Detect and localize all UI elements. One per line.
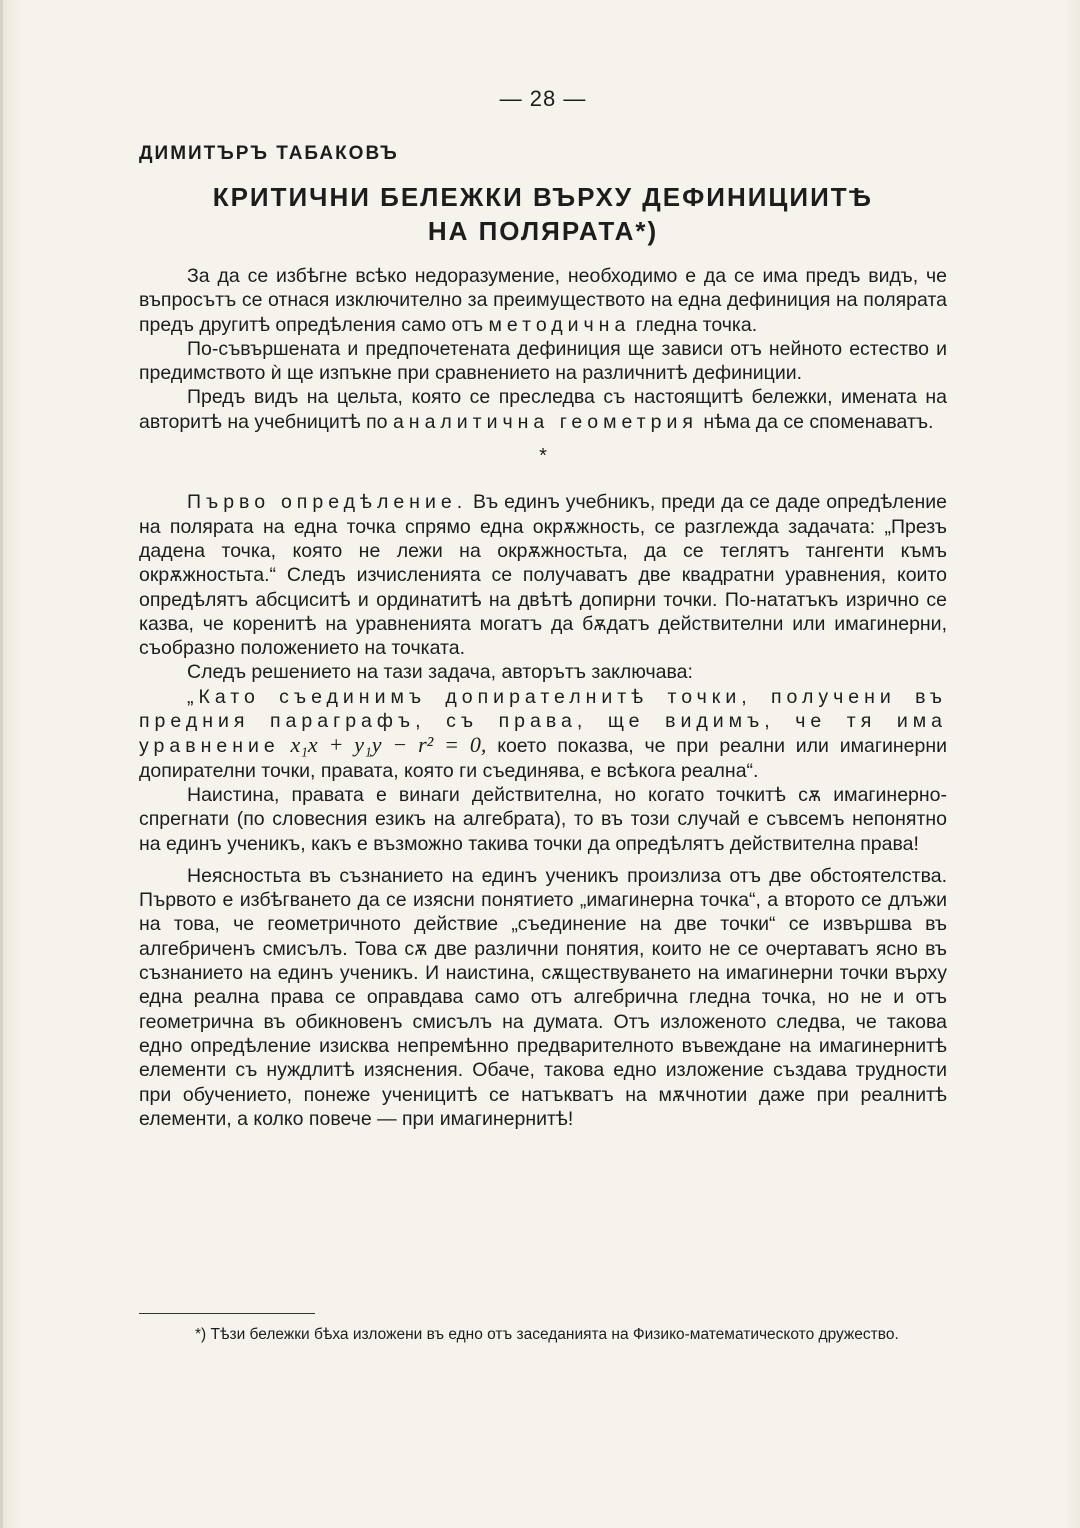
title-line-1: КРИТИЧНИ БЕЛЕЖКИ ВЪРХУ ДЕФИНИЦИИТѢ — [212, 182, 874, 212]
paragraph-3-text-a: Предъ видъ на цельта, която се преследва съ настоящитѣ бележки, имената на авторитѣ на учебницитѣ по — [139, 386, 947, 433]
section-separator: * — [539, 445, 547, 468]
footnote-divider — [139, 1313, 315, 1314]
paragraph-1 — [139, 264, 947, 337]
quotation-text: „Като съединимъ допирателнитѣ точки, получени въ предния параграфъ, съ права, ще видимъ, че тя има уравнение — [139, 685, 947, 758]
paragraph-4-text: Въ единъ учебникъ, преди да се даде опредѣление на полярата на една точка спрямо една окрѫжность, се разглежда задачата: „Презъ дадена точка, която не лежи на окрѫжностьта, да се теглятъ тангенти къмъ окрѫжностьта.“ Следъ изчисленията се получаватъ две квадратни уравнения, които опредѣлятъ абсциситѣ и ординатитѣ на двѣтѣ допирни точки. По-нататъкъ изрично се казва, че коренитѣ на уравненията могатъ да бѫдатъ действителни или имагинерни, съобразно положението на точката. — [139, 491, 947, 660]
paragraph-5: Следъ решението на тази задача, авторътъ заключава: — [187, 661, 693, 684]
paragraph-1-emphasis: методична — [488, 313, 631, 336]
paragraph-7: Неясностьта въ съзнанието на единъ ученикъ произлиза отъ две обстоятелства. Първото е избѣгването да се изясни понятието „имагинерна точка“, а второто се длъжи на това, че геометричното действие „съединение на две точки“ се извършва въ алгебриченъ смисълъ. Това сѫ две различни понятия, които не се очертаватъ ясно въ съзнанието на единъ ученикъ. И наистина, сѫществуването на имагинерни точки върху една реална права се оправдава само отъ алгебрична гледна точка, но не и отъ геометрична въ обикновенъ смисълъ на думата. Отъ изложеното следва, че такова едно опредѣление изисква непремѣнно предварителното въвеждане на имагинернитѣ елементи съ нуждлитѣ изяснения. Обаче, такова едно изложение създава трудности при обучението, понеже ученицитѣ се натъкватъ на мѫчнотии даже при реалнитѣ елементи, а колко повече — при имагинернитѣ! — [139, 864, 947, 1130]
footnote: *) Тѣзи бележки бѣха изложени въ едно отъ заседанията на Физико-математическото дружество. — [195, 1326, 899, 1343]
paragraph-6: Наистина, правата е винаги действителна, но когато точкитѣ сѫ имагинерно-спрегнати (по словесния езикъ на алгебрата), то въ този случай е съвсемъ непонятно на единъ ученикъ, какъ е възможно такива точки да опредѣлятъ действителна права! — [139, 783, 947, 855]
section-heading-inline: Първо опредѣление. — [187, 491, 468, 514]
author-name: ДИМИТЪРЪ ТАБАКОВЪ — [139, 143, 399, 164]
quotation-rest: което показва, че при реални или имагинерни допирателни точки, правата, която ги съединява, е всѣкога реална“. — [139, 735, 948, 782]
quotation — [139, 685, 947, 783]
page-number: — 28 — — [499, 86, 587, 111]
paragraph-3-emphasis: аналитична геометрия — [392, 410, 698, 433]
paragraph-2: По-съвършената и предпочетената дефиниция ще зависи отъ нейното естество и предимството ѝ ще изпъкне при сравнението на различнитѣ дефиниции. — [139, 337, 947, 385]
paragraph-3-text-b: нѣма да се споменаватъ. — [697, 410, 934, 433]
paragraph-4 — [139, 490, 947, 660]
paragraph-1-text-a: За да се избѣгне всѣко недоразумение, необходимо е да се има предъ видъ, че въпросътъ се отнася изключително за преимуществото на една дефиниция на полярата предъ другитѣ опредѣления само отъ — [139, 265, 947, 336]
title-line-2: НА ПОЛЯРАТА*) — [427, 216, 659, 246]
paragraph-3 — [139, 385, 947, 434]
article-body — [139, 264, 947, 1131]
paragraph-1-text-b: гледна точка. — [630, 313, 758, 336]
article-title — [139, 180, 947, 248]
line-equation: x₁x + y₁y − r² = 0, — [290, 732, 487, 758]
